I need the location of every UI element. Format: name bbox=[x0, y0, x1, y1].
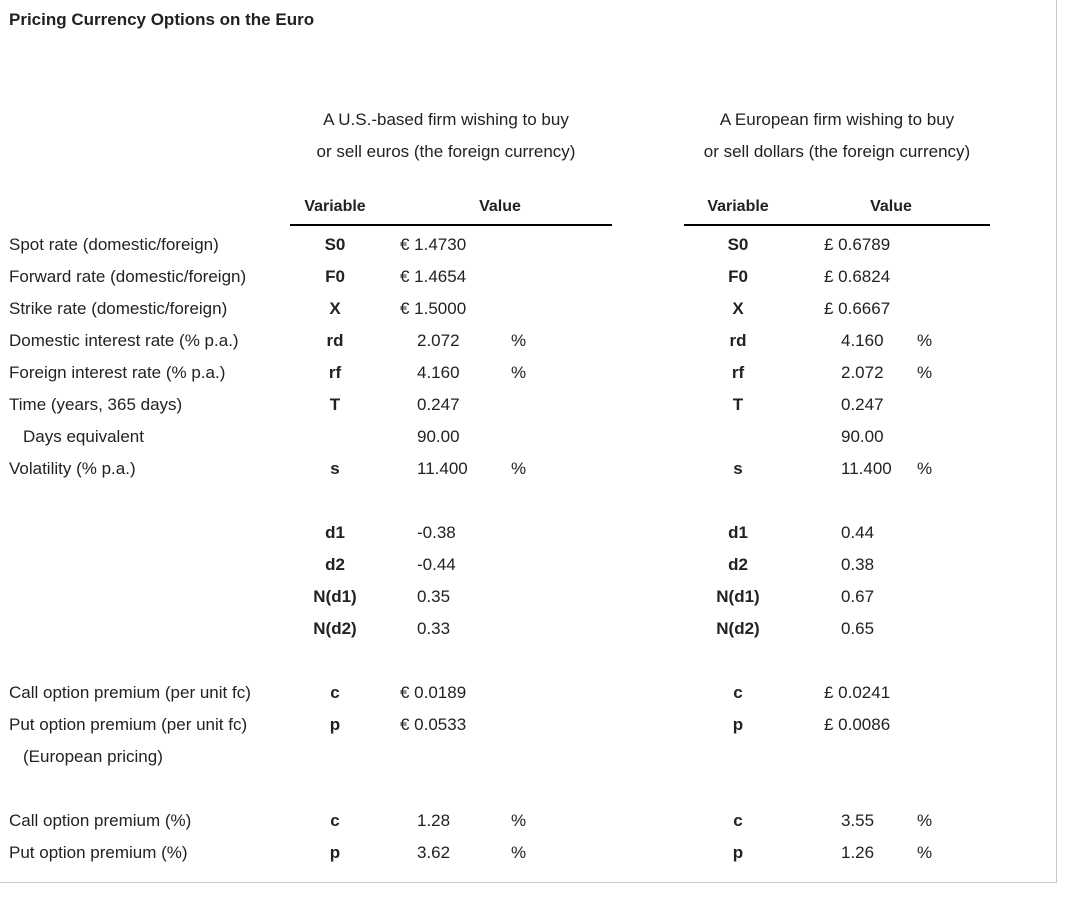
table-row bbox=[0, 580, 1056, 612]
us-percent-cell: % bbox=[511, 363, 527, 382]
table-row bbox=[0, 548, 1056, 580]
eu-variable-cell: rf bbox=[731, 363, 745, 382]
us-variable-cell: s bbox=[330, 459, 340, 478]
us-value-cell: 3.62 bbox=[417, 843, 451, 862]
us-value-cell: 2.072 bbox=[417, 331, 460, 350]
us-percent-cell: % bbox=[511, 843, 527, 862]
eu-firm-header-line2: or sell dollars (the foreign currency) bbox=[703, 142, 971, 161]
eu-value-cell: £ 0.6824 bbox=[824, 267, 891, 286]
eu-variable-cell: N(d1) bbox=[716, 587, 760, 606]
eu-value-cell: 11.400 bbox=[841, 459, 892, 478]
table-row bbox=[0, 228, 1056, 260]
us-value-cell: 0.247 bbox=[417, 395, 460, 414]
table-row bbox=[0, 740, 1056, 772]
us-value-cell: 4.160 bbox=[417, 363, 460, 382]
eu-value-cell: 0.44 bbox=[841, 523, 875, 542]
table-row bbox=[0, 260, 1056, 292]
us-variable-column-header: Variable bbox=[304, 198, 366, 215]
table-row bbox=[0, 420, 1056, 452]
row-label: Put option premium (per unit fc) bbox=[9, 715, 248, 734]
eu-firm-header bbox=[686, 104, 988, 168]
eu-percent-cell: % bbox=[917, 459, 933, 478]
eu-variable-cell: rd bbox=[729, 331, 747, 350]
us-variable-cell: N(d1) bbox=[313, 587, 357, 606]
us-header-rule bbox=[290, 224, 612, 226]
us-firm-header-line2: or sell euros (the foreign currency) bbox=[316, 142, 576, 161]
us-value-cell: € 1.5000 bbox=[400, 299, 467, 318]
us-value-cell: € 0.0189 bbox=[400, 683, 467, 702]
row-label: Put option premium (%) bbox=[9, 843, 188, 862]
row-label: Days equivalent bbox=[23, 427, 144, 446]
us-value-cell: -0.38 bbox=[417, 523, 456, 542]
eu-percent-cell: % bbox=[917, 811, 933, 830]
us-variable-cell: T bbox=[329, 395, 341, 414]
us-variable-cell: rd bbox=[326, 331, 344, 350]
us-firm-header bbox=[290, 104, 602, 168]
eu-value-cell: 2.072 bbox=[841, 363, 884, 382]
eu-percent-cell: % bbox=[917, 363, 933, 382]
eu-variable-cell: S0 bbox=[727, 235, 749, 254]
eu-value-cell: £ 0.6789 bbox=[824, 235, 891, 254]
us-value-cell: 1.28 bbox=[417, 811, 451, 830]
eu-value-cell: 0.38 bbox=[841, 555, 875, 574]
us-variable-cell: p bbox=[329, 715, 341, 734]
eu-variable-cell: c bbox=[733, 811, 743, 830]
row-label: Domestic interest rate (% p.a.) bbox=[9, 331, 239, 350]
row-label: Call option premium (%) bbox=[9, 811, 192, 830]
us-value-cell: 0.35 bbox=[417, 587, 451, 606]
table-row bbox=[0, 708, 1056, 740]
eu-value-cell: 0.67 bbox=[841, 587, 875, 606]
eu-variable-column-header: Variable bbox=[707, 198, 769, 215]
eu-variable-cell: T bbox=[732, 395, 744, 414]
us-percent-cell: % bbox=[511, 331, 527, 350]
eu-variable-cell: X bbox=[732, 299, 744, 318]
eu-value-cell: £ 0.0241 bbox=[824, 683, 891, 702]
us-percent-cell: % bbox=[511, 459, 527, 478]
table-row bbox=[0, 612, 1056, 644]
eu-variable-cell: p bbox=[732, 843, 744, 862]
table-row bbox=[0, 804, 1056, 836]
us-variable-cell: d2 bbox=[325, 555, 345, 574]
us-value-column-header: Value bbox=[479, 198, 521, 215]
eu-value-cell: £ 0.6667 bbox=[824, 299, 891, 318]
row-label: Strike rate (domestic/foreign) bbox=[9, 299, 228, 318]
eu-variable-cell: N(d2) bbox=[716, 619, 760, 638]
eu-variable-cell: F0 bbox=[728, 267, 748, 286]
eu-value-column-header: Value bbox=[870, 198, 912, 215]
row-label: Call option premium (per unit fc) bbox=[9, 683, 251, 702]
us-variable-cell: rf bbox=[328, 363, 342, 382]
table-row bbox=[0, 324, 1056, 356]
eu-variable-cell: p bbox=[732, 715, 744, 734]
us-variable-cell: N(d2) bbox=[313, 619, 357, 638]
row-label: Volatility (% p.a.) bbox=[9, 459, 136, 478]
eu-header-rule bbox=[684, 224, 990, 226]
table-row bbox=[0, 772, 1056, 804]
us-variable-cell: d1 bbox=[325, 523, 345, 542]
eu-value-cell: 90.00 bbox=[841, 427, 884, 446]
table-row bbox=[0, 388, 1056, 420]
table-row bbox=[0, 452, 1056, 484]
eu-value-cell: 4.160 bbox=[841, 331, 884, 350]
eu-variable-cell: s bbox=[733, 459, 743, 478]
table-row bbox=[0, 484, 1056, 516]
eu-value-cell: 0.247 bbox=[841, 395, 884, 414]
us-value-cell: 90.00 bbox=[417, 427, 460, 446]
eu-value-cell: £ 0.0086 bbox=[824, 715, 891, 734]
eu-variable-cell: d1 bbox=[728, 523, 748, 542]
eu-percent-cell: % bbox=[917, 843, 933, 862]
eu-value-cell: 3.55 bbox=[841, 811, 875, 830]
table-row bbox=[0, 516, 1056, 548]
eu-value-cell: 0.65 bbox=[841, 619, 875, 638]
us-variable-cell: c bbox=[330, 683, 340, 702]
us-variable-cell: F0 bbox=[325, 267, 345, 286]
table-row bbox=[0, 644, 1056, 676]
us-value-cell: -0.44 bbox=[417, 555, 456, 574]
us-value-cell: 0.33 bbox=[417, 619, 451, 638]
us-variable-cell: X bbox=[329, 299, 341, 318]
us-percent-cell: % bbox=[511, 811, 527, 830]
table-row bbox=[0, 836, 1056, 868]
table-row bbox=[0, 292, 1056, 324]
us-value-cell: € 0.0533 bbox=[400, 715, 467, 734]
eu-percent-cell: % bbox=[917, 331, 933, 350]
table-row bbox=[0, 676, 1056, 708]
us-variable-cell: p bbox=[329, 843, 341, 862]
row-label: (European pricing) bbox=[23, 747, 163, 766]
eu-value-cell: 1.26 bbox=[841, 843, 875, 862]
eu-variable-cell: c bbox=[733, 683, 743, 702]
us-value-cell: 11.400 bbox=[417, 459, 468, 478]
us-variable-cell: S0 bbox=[324, 235, 346, 254]
row-label: Time (years, 365 days) bbox=[9, 395, 183, 414]
page-title: Pricing Currency Options on the Euro bbox=[9, 10, 315, 29]
eu-firm-header-line1: A European firm wishing to buy bbox=[719, 110, 955, 129]
us-firm-header-line1: A U.S.-based firm wishing to buy bbox=[323, 110, 569, 129]
us-value-cell: € 1.4730 bbox=[400, 235, 467, 254]
row-label: Foreign interest rate (% p.a.) bbox=[9, 363, 226, 382]
row-label: Spot rate (domestic/foreign) bbox=[9, 235, 219, 254]
us-value-cell: € 1.4654 bbox=[400, 267, 467, 286]
row-label: Forward rate (domestic/foreign) bbox=[9, 267, 247, 286]
table-row bbox=[0, 356, 1056, 388]
us-variable-cell: c bbox=[330, 811, 340, 830]
eu-variable-cell: d2 bbox=[728, 555, 748, 574]
